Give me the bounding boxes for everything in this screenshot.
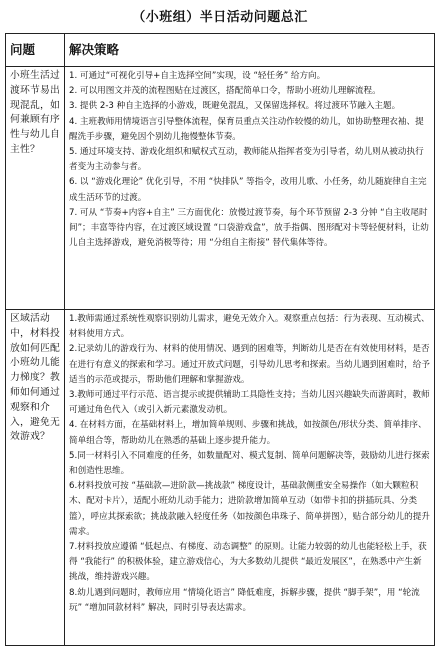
issue-cell: 小班生活过渡环节易出现混乱，如何兼顾有序性与幼儿自主性？ xyxy=(6,67,65,310)
strategy-item: 5. 通过环境支持、游戏化组织和赋权式互动，教师能从指挥者变为引导者，幼儿则从被动执行者变为主动参与者。 xyxy=(69,147,424,173)
problem-strategy-table xyxy=(5,33,435,646)
strategy-cell xyxy=(65,310,435,646)
header-strategy: 解决策略 xyxy=(65,34,435,67)
strategy-item: 6. 以 “游戏化理论” 优化引导，不用 “快排队” 等指令，改用儿歌、小任务，幼儿随旋律自主完成生活环节的过渡。 xyxy=(69,177,427,203)
strategy-item: 6.材料投放可按 “基础款—进阶款—挑战款” 梯度设计，基础款侧重安全易操作（如大颗粒积木、配对卡片），适配小班幼儿动手能力；进阶款增加简单互动（如带卡扣的拼插玩具、分类篮），呼应其探索欲；挑战款融入轻度任务（如按颜色串珠子、简单拼图），贴合部分幼儿的提升需求。 xyxy=(69,481,430,537)
strategy-item: 1.教师需通过系统性观察识别幼儿需求，避免无效介入。观察重点包括：行为表现、互动模式、材料使用方式。 xyxy=(69,314,430,340)
strategy-item: 3.教师可通过平行示范、语言提示或提供辅助工具隐性支持；当幼儿因兴趣缺失而游离时，教师可通过角色代入（或引入新元素激发动机。 xyxy=(69,390,430,416)
strategy-item: 3. 提供 2-3 种自主选择的小游戏，既避免混乱，又保留选择权。将过渡环节融入主题。 xyxy=(69,101,401,112)
strategy-item: 4. 主班教师用情境语言引导整体流程，保育员重点关注动作较慢的幼儿，如协助整理衣袖、提醒洗手步骤，避免因个别幼儿拖慢整体节奏。 xyxy=(69,116,424,142)
strategy-item: 7. 可从 “节奏+内容+自主” 三方面优化：放慢过渡节奏，每个环节预留 2-3 分钟 “自主收尾时间”；丰富等待内容，在过渡区域设置 “口袋游戏盒”，放手指偶、图形配对卡等轻便材料，让幼儿自主选择游戏，避免消极等待；用 “分组自主衔接” 替代集体等待。 xyxy=(69,207,429,249)
strategy-cell xyxy=(65,67,435,310)
table-header-row xyxy=(6,34,435,67)
strategy-item: 7.材料投放应遵循 “低起点、有梯度、动态调整” 的原则。让能力较弱的幼儿也能轻松上手，获得 “我能行” 的积极体验，建立游戏信心，为大多数幼儿提供 “最近发展区”，在熟悉中产生新挑战，维持游戏兴趣。 xyxy=(69,542,427,583)
strategy-item: 2. 可以用图文并茂的流程图贴在过渡区，搭配简单口令，帮助小班幼儿理解流程。 xyxy=(69,86,381,97)
strategy-item: 5.同一材料引入不同难度的任务，如数量配对、模式复制、简单问题解决等，鼓励幼儿进行探索和创造性思维。 xyxy=(69,450,430,477)
table-row xyxy=(6,310,435,646)
strategy-item: 4. 在材料方面，在基础材料上，增加简单规则、步骤和挑战，如按颜色/形状分类、简单排序、简单组合等，帮助幼儿在熟悉的基础上逐步提升能力。 xyxy=(69,420,427,446)
document-title: （小班组）半日活动问题总汇 xyxy=(132,10,308,25)
strategy-item: 2.记录幼儿的游戏行为、材料的使用情况、遇到的困难等，判断幼儿是否在有效使用材料，是否在进行有意义的探索和学习。通过开放式问题，引导幼儿思考和探索。当幼儿遇到困难时，给予适当的示范或提示，帮助他们理解和掌握游戏。 xyxy=(69,344,430,385)
table-row xyxy=(6,67,435,310)
strategy-item: 8.幼儿遇到问题时，教师应用 “情境化语言” 降低难度，拆解步骤，提供 “脚手架”，用 “轮流玩” “增加同款材料” 解决，同时引导表达需求。 xyxy=(69,587,420,613)
issue-cell: 区域活动中，材料投放如何匹配小班幼儿能力梯度？教师如何通过观察和介入，避免无效游戏？ xyxy=(6,310,65,646)
header-issue: 问题 xyxy=(6,34,65,67)
strategy-item: 1. 可通过“可视化引导+自主选择空间”实现，设 “轻任务” 给方向。 xyxy=(69,71,326,81)
